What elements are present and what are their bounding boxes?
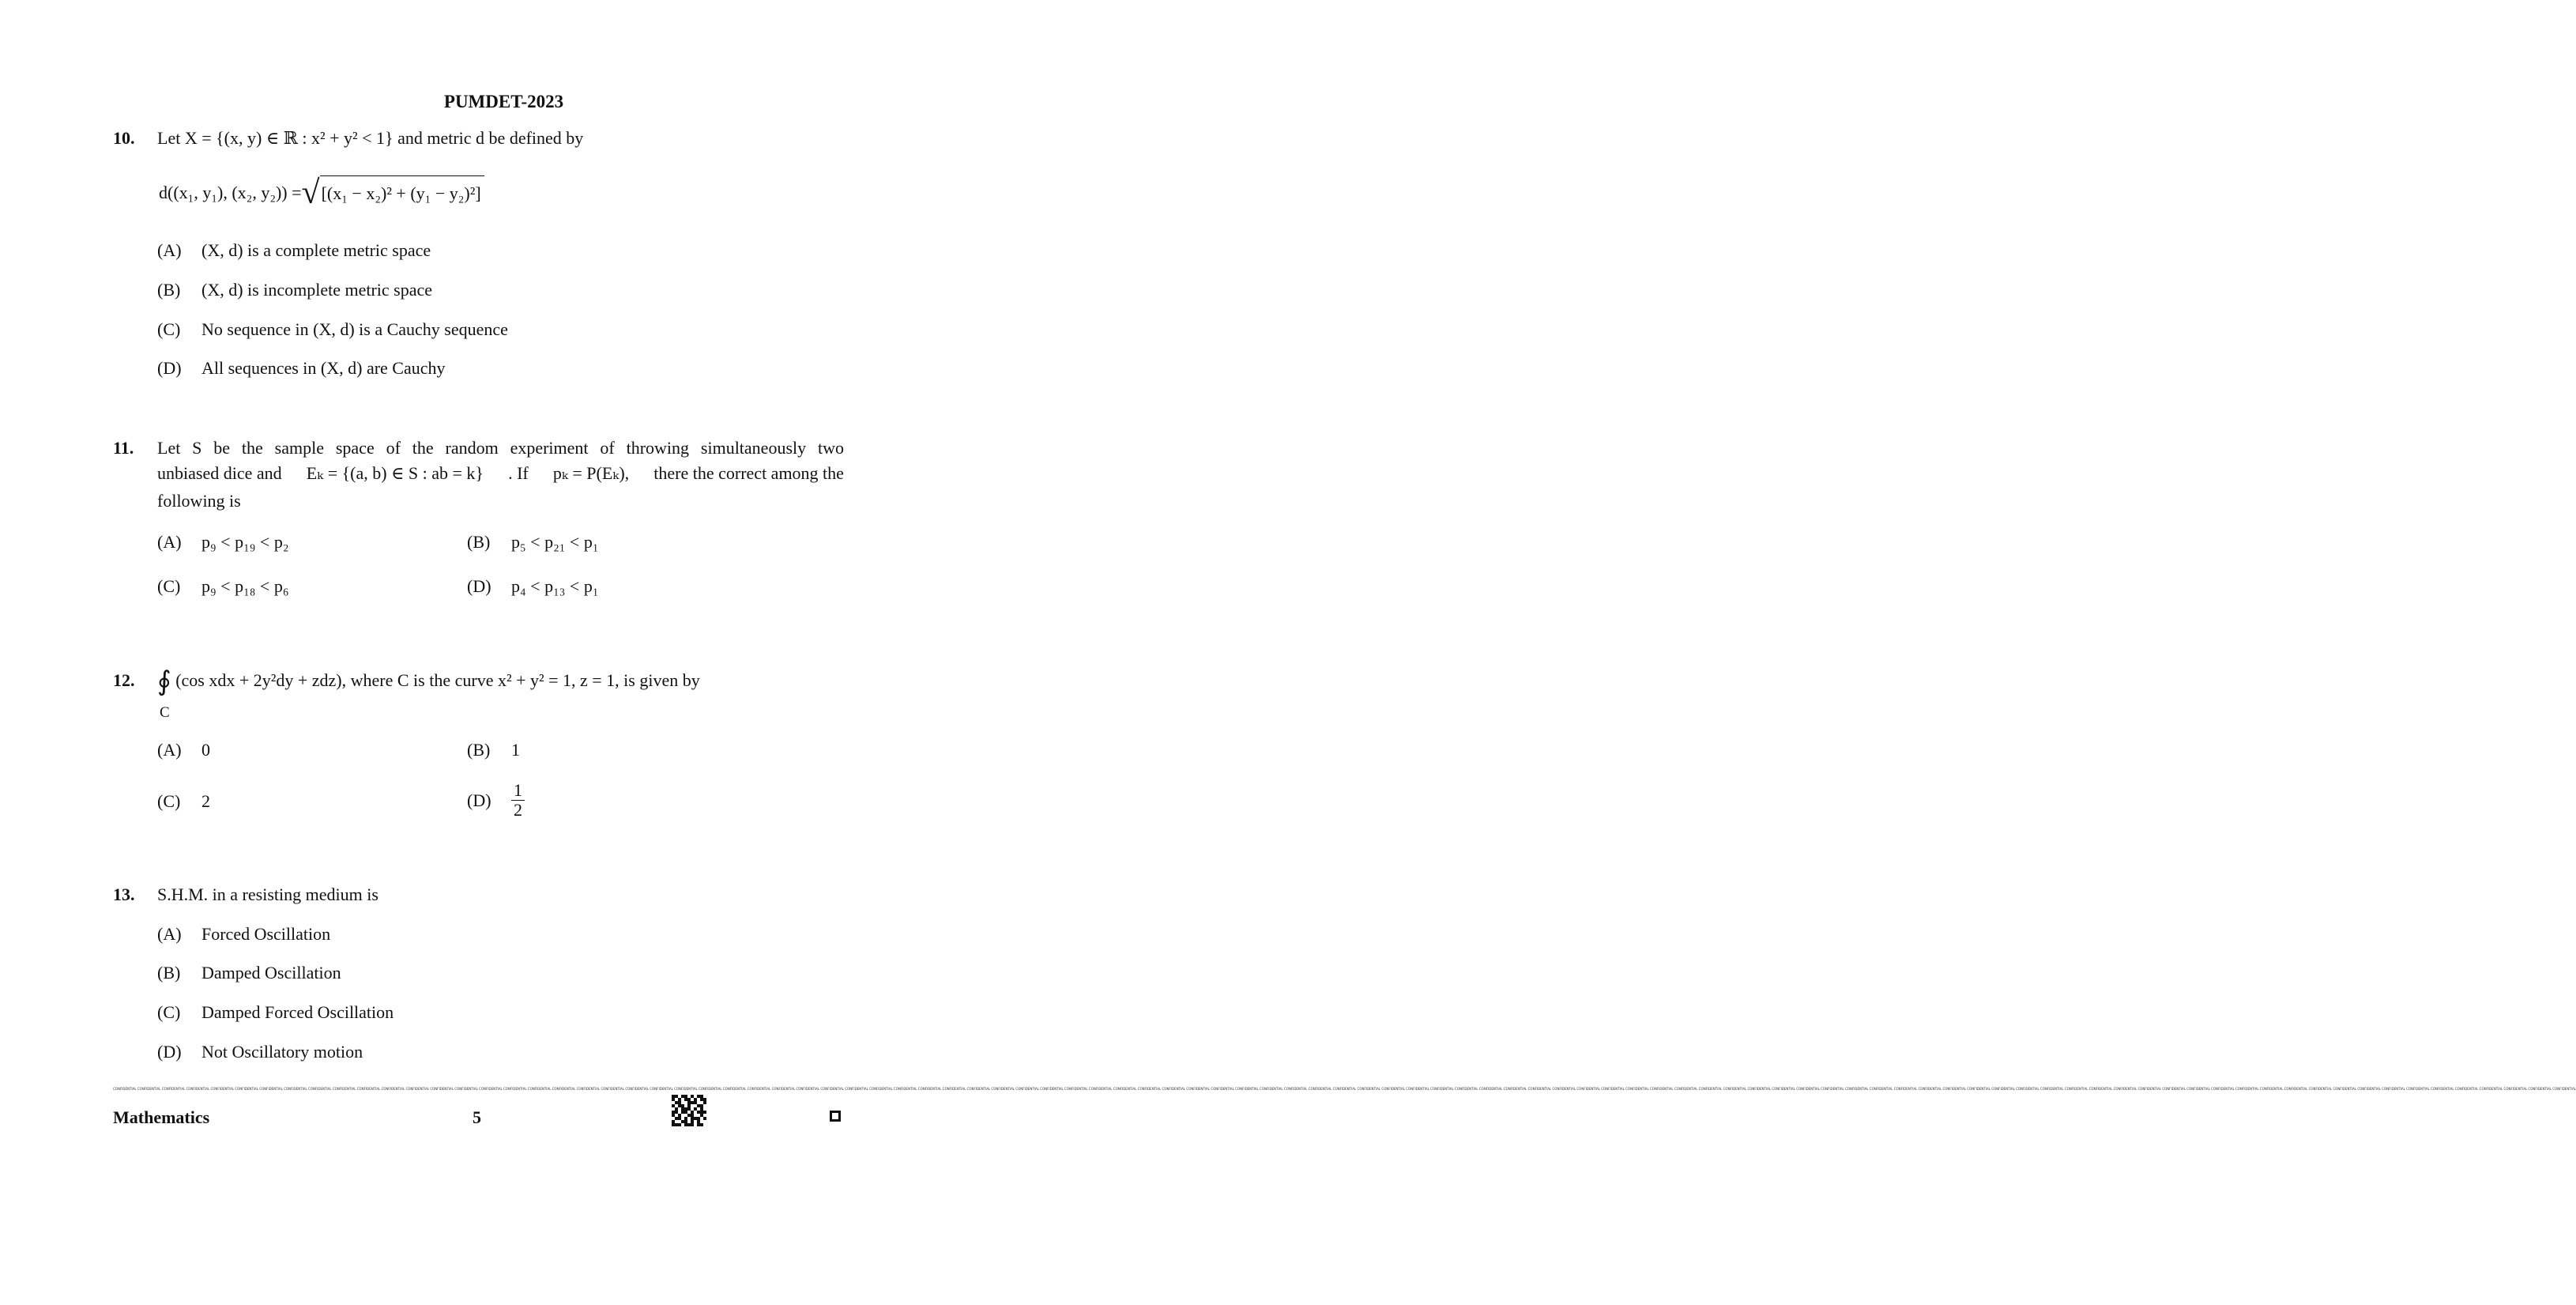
q11-line2-a: unbiased dice and [157, 463, 282, 483]
q11-line1: Let S be the sample space of the random experiment of throwing simultaneously two [157, 438, 844, 458]
q10-option-d: (D) All sequences in (X, d) are Cauchy [157, 358, 446, 378]
q12-text: where C is the curve [350, 670, 494, 690]
q11-option-b: (B) p₅ < p₂₁ < p₁ [467, 532, 599, 552]
q13-number: 13. [113, 884, 135, 904]
q12-option-d: (D) $\frac{1}{2}$ [467, 781, 525, 820]
q10-option-b: (B) (X, d) is incomplete metric space [157, 280, 433, 300]
fraction [511, 781, 525, 820]
q12-stem [157, 667, 700, 696]
q12-option-a: (A) 0 [157, 740, 210, 760]
q11-line2 [157, 463, 844, 484]
q13-stem: S.H.M. in a resisting medium is [157, 884, 378, 904]
footer-subject: Mathematics [113, 1107, 210, 1127]
square-icon [830, 1111, 841, 1122]
q12-integrand: (cos xdx + 2y²dy + zdz), [175, 670, 347, 690]
contour-integral-icon: ∮ [157, 667, 171, 696]
q10-option-a: (A) (X, d) is a complete metric space [157, 240, 431, 260]
q11-line3: following is [157, 491, 241, 511]
q10-metric-rhs: [(x₁ − x₂)² + (y₁ − y₂)²] [320, 175, 484, 210]
fraction-denominator: 2 [514, 800, 522, 820]
q13-option-b: (B) Damped Oscillation [157, 963, 341, 983]
footer-page-number: 5 [473, 1107, 481, 1127]
q10-metric-lhs: d((x₁, y₁), (x₂, y₂)) = [159, 183, 302, 202]
q11-option-a: (A) p₉ < p₁₉ < p₂ [157, 532, 289, 552]
radical-sign-icon: √ [301, 175, 320, 211]
page-title: PUMDET-2023 [443, 92, 564, 111]
q11-line2-set: Eₖ = {(a, b) ∈ S : ab = k} [306, 463, 484, 483]
q10-option-c: (C) No sequence in (X, d) is a Cauchy sequence [157, 319, 508, 339]
q10-stem [157, 128, 583, 149]
q12-curve: x² + y² = 1, z = 1, [497, 670, 620, 690]
q12-tail: is given by [623, 670, 700, 690]
q11-option-c: (C) p₉ < p₁₈ < p₆ [157, 576, 289, 596]
qr-code-icon [672, 1094, 706, 1127]
q12-option-c: (C) 2 [157, 791, 210, 811]
q13-option-d: (D) Not Oscillatory motion [157, 1042, 363, 1062]
q13-option-c: (C) Damped Forced Oscillation [157, 1002, 394, 1022]
q11-number: 11. [113, 438, 134, 458]
q12-number: 12. [113, 670, 135, 690]
fraction-numerator: 1 [511, 781, 525, 801]
q11-line2-c: there the correct among the [653, 463, 844, 483]
q10-number: 10. [113, 128, 135, 148]
q12-option-b: (B) 1 [467, 740, 520, 760]
q11-line2-p: pₖ = P(Eₖ), [552, 463, 630, 483]
q12-contour-label: C [160, 704, 170, 721]
confidential-strip: CONFIDENTIAL CONFIDENTIAL CONFIDENTIAL CONFIDENTIAL CONFIDENTIAL CONFIDENTIAL CONFIDENTIAL CONFIDENTIAL CONFIDENTIAL CONFIDENTIAL CONFIDENTIAL CONFIDENTIAL CONFIDENTIAL CONFIDENTIAL CONFIDENTIAL CONFIDENTIAL CONFIDENTIAL CONFIDENTIAL CONFIDENTIAL CONFIDENTIAL CONFIDENTIAL CONFIDENTIAL CONFIDENTIAL CONFIDENTIAL CONFIDENTIAL CONFIDENTIAL CONFIDENTIAL CONFIDENTIAL CONFIDENTIAL CONFIDENTIAL CONFIDENTIAL CONFIDENTIAL CONFIDENTIAL CONFIDENTIAL CONFIDENTIAL CONFIDENTIAL CONFIDENTIAL CONFIDENTIAL CONFIDENTIAL CONFIDENTIAL CONFIDENTIAL CONFIDENTIAL CONFIDENTIAL CONFIDENTIAL CONFIDENTIAL CONFIDENTIAL CONFIDENTIAL CONFIDENTIAL CONFIDENTIAL CONFIDENTIAL CONFIDENTIAL CONFIDENTIAL CONFIDENTIAL CONFIDENTIAL CONFIDENTIAL CONFIDENTIAL CONFIDENTIAL CONFIDENTIAL CONFIDENTIAL CONFIDENTIAL CONFIDENTIAL CONFIDENTIAL CONFIDENTIAL CONFIDENTIAL CONFIDENTIAL CONFIDENTIAL CONFIDENTIAL CONFIDENTIAL CONFIDENTIAL CONFIDENTIAL CONFIDENTIAL CONFIDENTIAL CONFIDENTIAL CONFIDENTIAL CONFIDENTIAL CONFIDENTIAL CONFIDENTIAL CONFIDENTIAL CONFIDENTIAL CONFIDENTIAL CONFIDENTIAL CONFIDENTIAL CONFIDENTIAL CONFIDENTIAL CONFIDENTIAL CONFIDENTIAL CONFIDENTIAL CONFIDENTIAL CONFIDENTIAL CONFIDENTIAL CONFIDENTIAL CONFIDENTIAL CONFIDENTIAL CONFIDENTIAL CONFIDENTIAL CONFIDENTIAL CONFIDENTIAL CONFIDENTIAL CONFIDENTIAL CONFIDENTIAL CONFIDENTIAL [113, 1087, 2576, 1091]
sqrt-symbol [302, 175, 484, 210]
q10-intro-tail: and metric d be defined by [397, 128, 584, 148]
q13-option-a: (A) Forced Oscillation [157, 924, 331, 944]
q10-metric-formula [159, 175, 484, 210]
q10-set-def: X = {(x, y) ∈ ℝ : x² + y² < 1} [184, 128, 394, 148]
q11-option-d: (D) p₄ < p₁₃ < p₁ [467, 576, 599, 596]
q11-line2-b: . If [508, 463, 529, 483]
q10-let: Let [157, 128, 181, 148]
